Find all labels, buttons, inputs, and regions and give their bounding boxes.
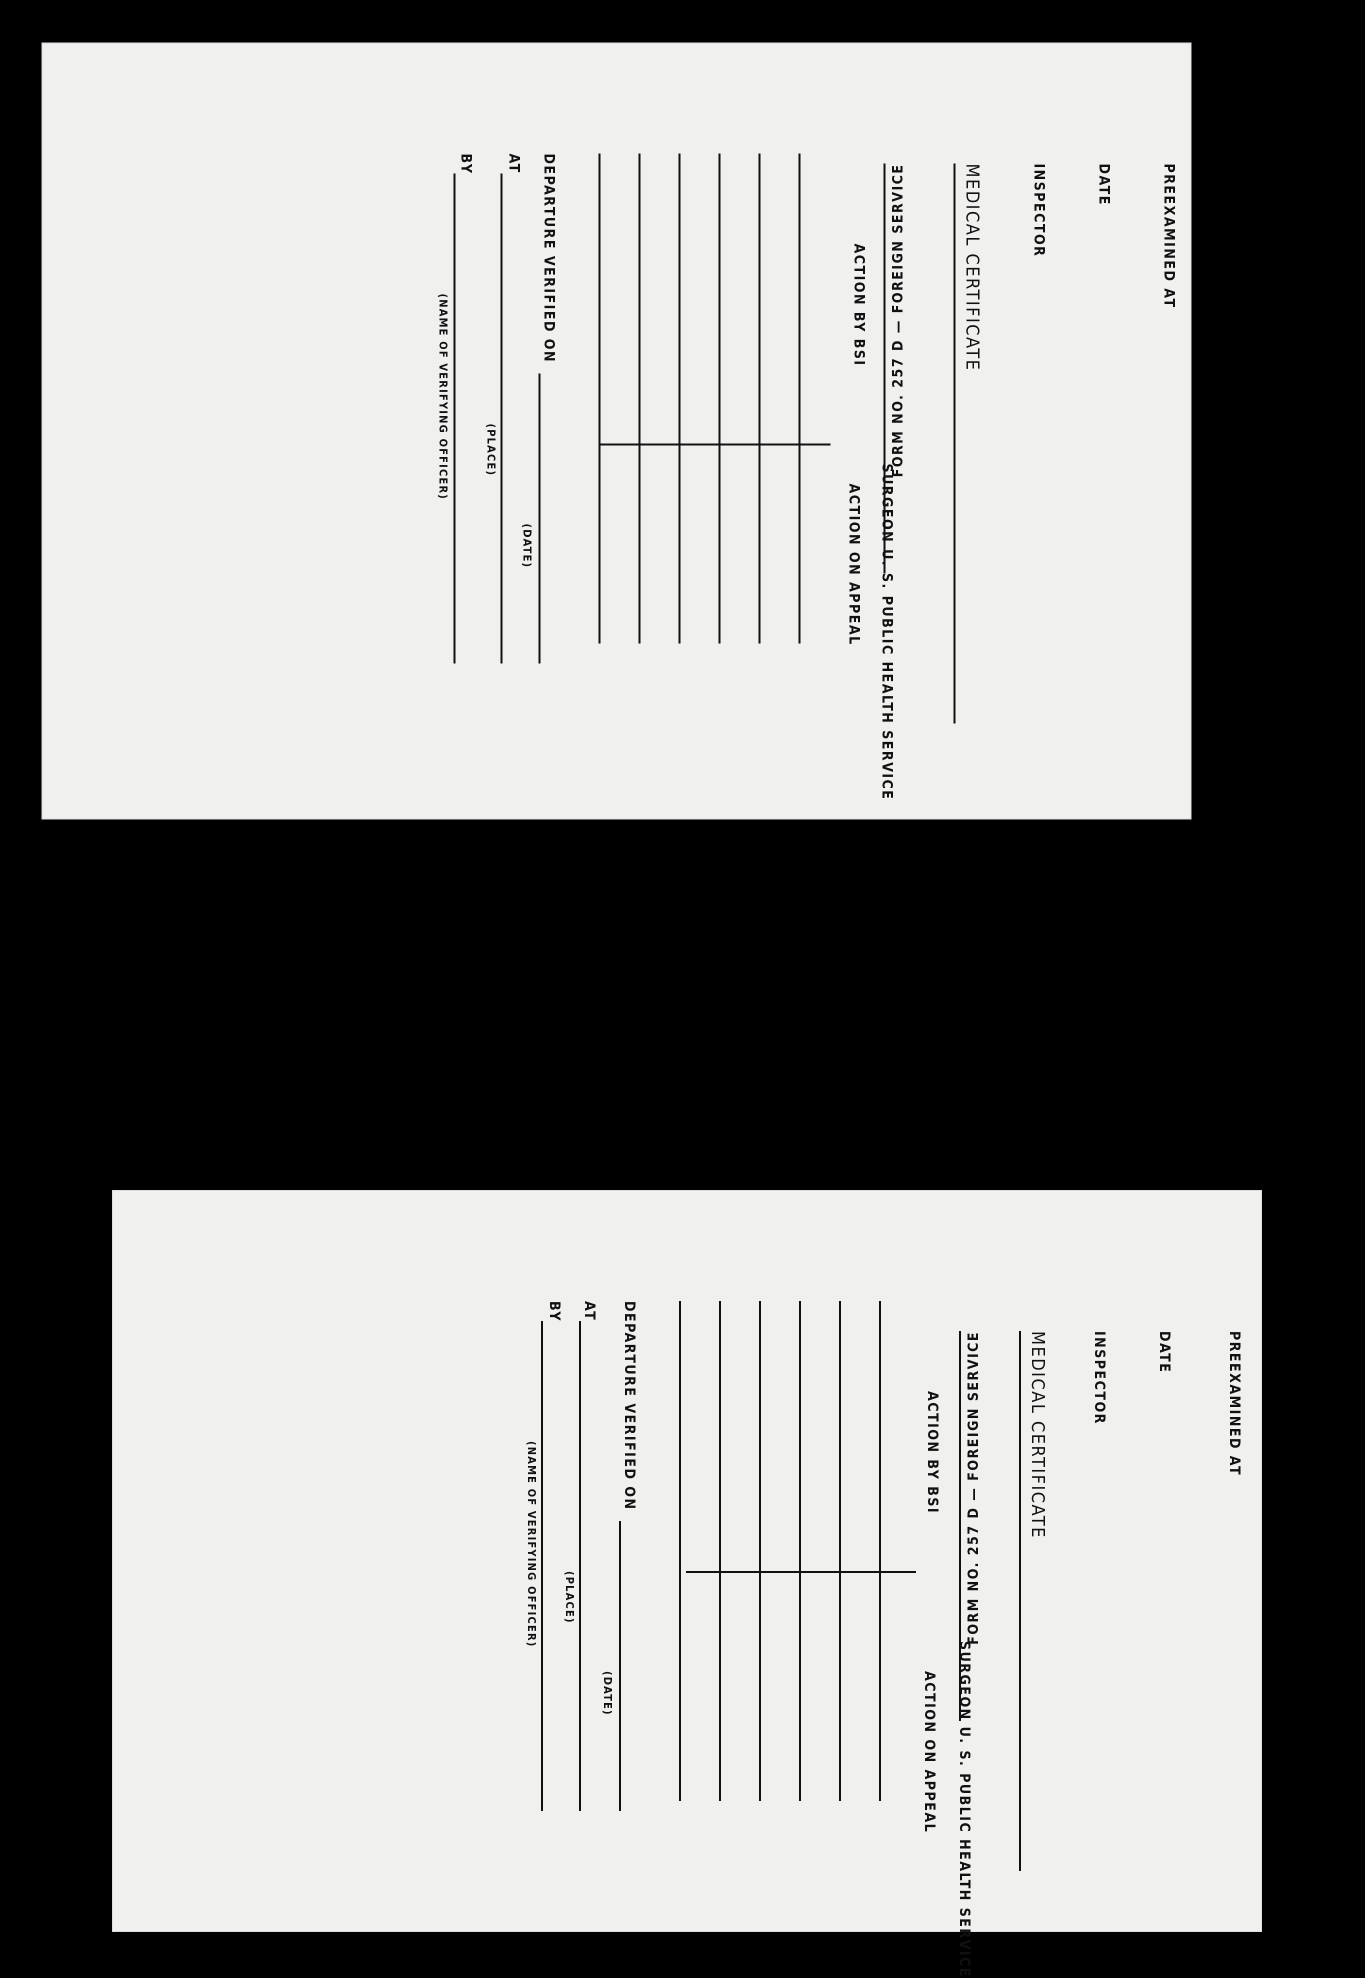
by-label: BY	[546, 1301, 562, 1322]
medical-certificate-card-1	[42, 42, 1190, 817]
blank-line	[541, 1321, 543, 1811]
center-divider	[601, 444, 831, 446]
action-on-appeal-label: ACTION ON APPEAL	[845, 483, 862, 646]
inspector-label: INSPECTOR	[1030, 163, 1047, 258]
date-label: DATE	[1095, 163, 1112, 206]
date-caption: (DATE)	[601, 1671, 614, 1716]
certificate-title: MEDICAL CERTIFICATE	[1027, 1331, 1048, 1539]
place-caption: (PLACE)	[563, 1571, 576, 1624]
blank-line	[759, 1301, 761, 1801]
blank-line	[799, 154, 801, 644]
blank-line	[719, 154, 721, 644]
action-on-appeal-label: ACTION ON APPEAL	[921, 1671, 937, 1834]
medical-certificate-card-2	[112, 1190, 1260, 1978]
departure-verified-label: DEPARTURE VERIFIED ON	[540, 153, 557, 364]
blank-line	[759, 154, 761, 644]
place-caption: (PLACE)	[484, 423, 498, 477]
blank-line	[454, 174, 456, 664]
preexamined-at-label: PREEXAMINED AT	[1160, 163, 1177, 309]
blank-line	[501, 174, 503, 664]
certificate-title: MEDICAL CERTIFICATE	[961, 163, 983, 372]
date-caption: (DATE)	[520, 523, 534, 569]
blank-line	[719, 1301, 721, 1801]
blank-line	[679, 1301, 681, 1801]
blank-line	[879, 1301, 881, 1801]
form-number: FORM NO. 257 D — FOREIGN SERVICE	[890, 163, 907, 478]
blank-line	[599, 154, 601, 644]
blank-line	[579, 1321, 581, 1811]
by-label: BY	[457, 153, 474, 175]
blank-line	[839, 1301, 841, 1801]
certificate-rule	[954, 164, 956, 724]
verifying-officer-caption: (NAME OF VERIFYING OFFICER)	[436, 293, 450, 500]
action-by-bsi-label: ACTION BY BSI	[850, 243, 867, 367]
verifying-officer-caption: (NAME OF VERIFYING OFFICER)	[525, 1441, 538, 1648]
at-label: AT	[581, 1301, 597, 1322]
surgeon-label: SURGEON U. S. PUBLIC HEALTH SERVICE	[878, 463, 895, 801]
departure-verified-label: DEPARTURE VERIFIED ON	[621, 1301, 637, 1511]
blank-line	[539, 374, 541, 664]
inspector-label: INSPECTOR	[1091, 1331, 1107, 1425]
blank-line	[679, 154, 681, 644]
date-label: DATE	[1156, 1331, 1172, 1374]
surgeon-label: SURGEON U. S. PUBLIC HEALTH SERVICE	[956, 1641, 972, 1978]
at-label: AT	[505, 153, 522, 174]
form-number: FORM NO. 257 D — FOREIGN SERVICE	[966, 1331, 982, 1645]
action-by-bsi-label: ACTION BY BSI	[924, 1391, 940, 1515]
certificate-rule	[1019, 1331, 1021, 1871]
blank-line	[619, 1521, 621, 1811]
blank-line	[639, 154, 641, 644]
card-face	[42, 43, 1192, 820]
preexamined-at-label: PREEXAMINED AT	[1226, 1331, 1242, 1477]
blank-line	[799, 1301, 801, 1801]
card-face	[112, 1190, 1262, 1978]
